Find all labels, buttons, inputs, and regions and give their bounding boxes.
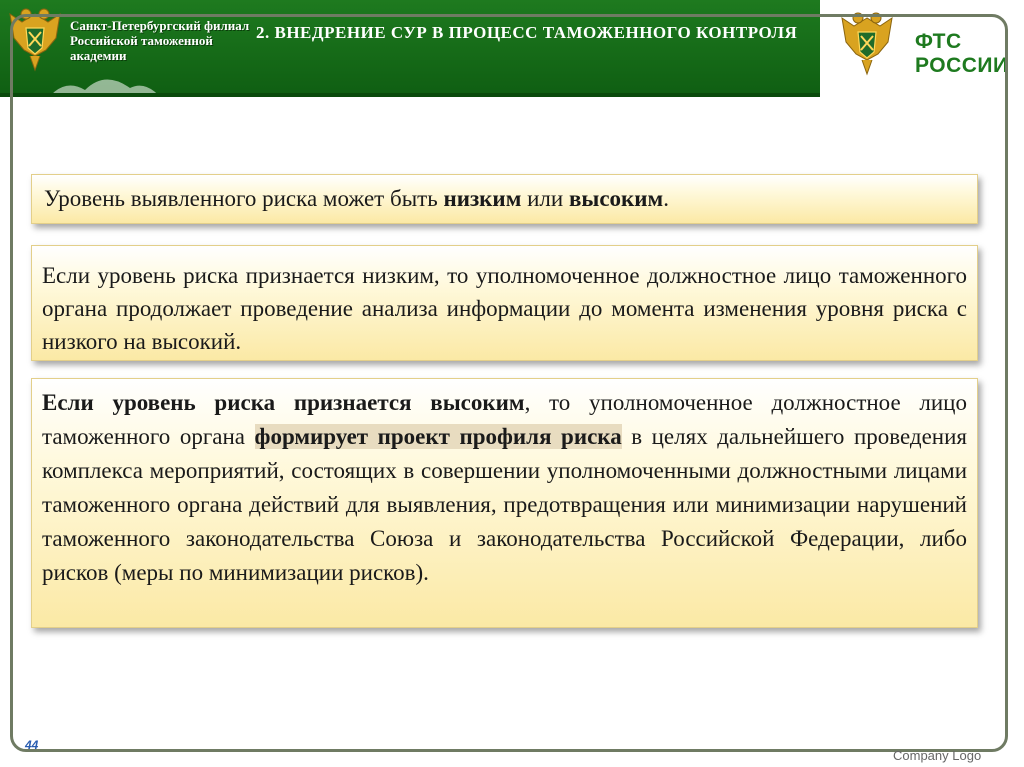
text-span: .: [663, 186, 669, 211]
text-span: в целях дальнейшего проведения комплекса мероприятий, состоящих в совершении уполномоченными должностными лицами таможенного органа действий для выявления, предотвращения или минимизации нарушений таможенного законодательства Союза и законодательства Российской Федерации, либо рисков (меры по минимизации рисков).: [42, 424, 967, 585]
risk-level-text: [44, 185, 965, 213]
company-logo: Company Logo: [893, 748, 982, 763]
text-span: , то уполномоченное должностное лицо таможенного органа: [42, 390, 967, 449]
bold-risk-profile: формирует проект профиля риска: [254, 424, 622, 449]
organization-name: Санкт-Петербургский филиал Российской таможенной академии: [70, 18, 250, 63]
fts-logo-line2: РОССИИ: [915, 54, 1009, 77]
bold-high-risk: Если уровень риска признается высоким: [42, 390, 525, 415]
low-risk-text: Если уровень риска признается низким, то уполномоченное должностное лицо таможенного органа продолжает проведение анализа информации до момента изменения уровня риска с низкого на высокий.: [42, 263, 967, 354]
low-risk-box: [31, 245, 978, 361]
bold-high: высоким: [568, 186, 664, 211]
high-risk-box: [31, 378, 978, 628]
high-risk-text: [42, 386, 967, 590]
slide-title: 2. ВНЕДРЕНИЕ СУР В ПРОЦЕСС ТАМОЖЕННОГО КОНТРОЛЯ: [256, 23, 798, 42]
text-span: Уровень выявленного риска может быть: [44, 186, 444, 211]
text-span: или: [521, 186, 569, 211]
fts-logo-line1: ФТС: [915, 30, 962, 53]
bold-low: низким: [443, 186, 522, 211]
risk-level-box: [31, 174, 978, 224]
page-number: 44: [25, 738, 39, 752]
